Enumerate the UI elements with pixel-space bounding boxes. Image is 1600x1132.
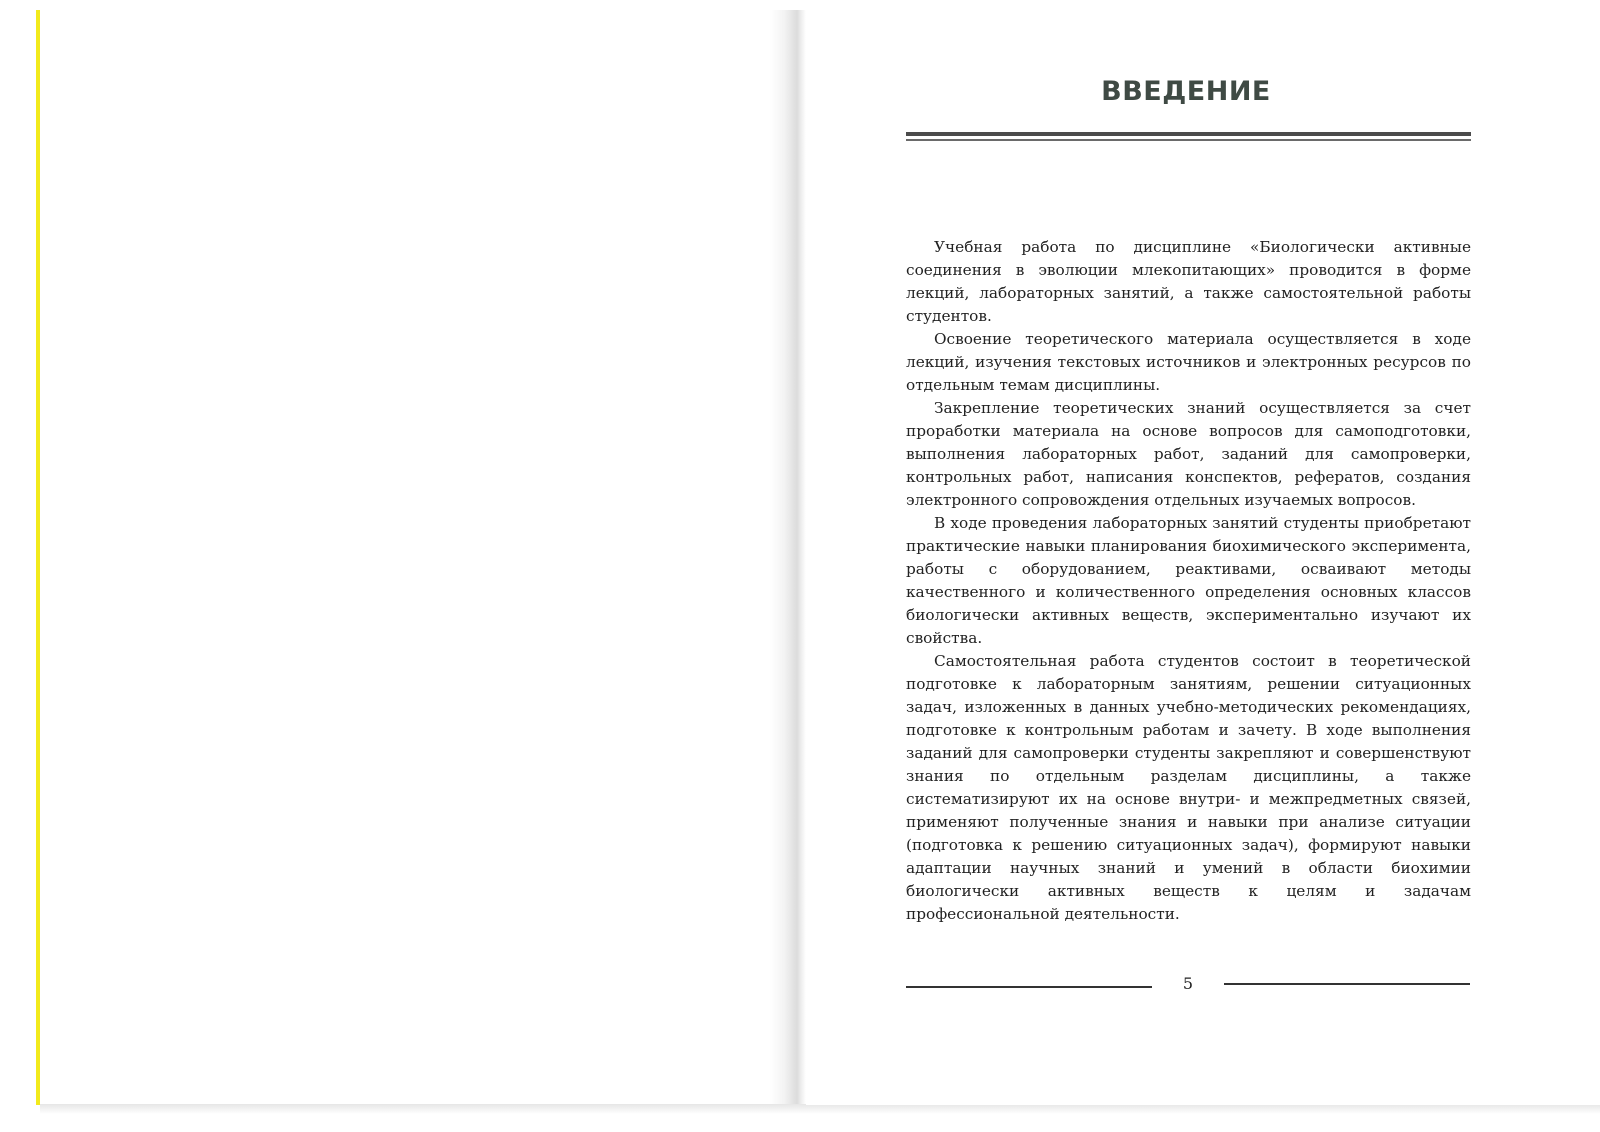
page-title: ВВЕДЕНИЕ: [1101, 76, 1271, 107]
paragraph-2: Освоение теоретического материала осуществляется в ходе лекций, изучения текстовых источников и электронных ресурсов по отдельным темам дисциплины.: [906, 330, 1471, 394]
paragraph-5: Самостоятельная работа студентов состоит в теоретической подготовке к лабораторным занятиям, решении ситуационных задач, изложенных в данных учебно-методических рекомендациях, подготовке к контрольным работам и зачету. В ходе выполнения заданий для самопроверки студенты закрепляют и совершенствуют знания по отдельным разделам дисциплины, а также систематизируют их на основе внутри- и межпредметных связей, применяют полученные знания и навыки при анализе ситуации (подготовка к решению ситуационных задач), формируют навыки адаптации научных знаний и умений в области биохимии биологически активных веществ к целям и задачам профессиональной деятельности.: [906, 652, 1471, 923]
bottom-edge-shadow: [40, 1104, 1600, 1114]
book-spine-shadow: [770, 10, 806, 1105]
paragraph-4: В ходе проведения лабораторных занятий студенты приобретают практические навыки планирования биохимического эксперимента, работы с оборудованием, реактивами, осваивают методы качественного и количественного определения основных классов биологически активных веществ, экспериментально изучают их свойства.: [906, 514, 1471, 647]
introduction-body: [906, 236, 1471, 926]
page-number: 5: [1182, 974, 1194, 993]
title-rule-thin: [906, 139, 1471, 141]
paragraph-3: Закрепление теоретических знаний осуществляется за счет проработки материала на основе вопросов для самоподготовки, выполнения лабораторных работ, заданий для самопроверки, контрольных работ, написания конспектов, рефератов, создания электронного сопровождения отдельных изучаемых вопросов.: [906, 399, 1471, 509]
left-page-blank: [40, 10, 800, 1105]
title-rule-thick: [906, 132, 1471, 136]
paragraph-1: Учебная работа по дисциплине «Биологически активные соединения в эволюции млекопитающих» проводится в форме лекций, лабораторных занятий, а также самостоятельной работы студентов.: [906, 238, 1471, 325]
footer-rule-right: [1224, 983, 1470, 985]
right-page: [806, 10, 1600, 1105]
footer-rule-left: [906, 986, 1152, 988]
